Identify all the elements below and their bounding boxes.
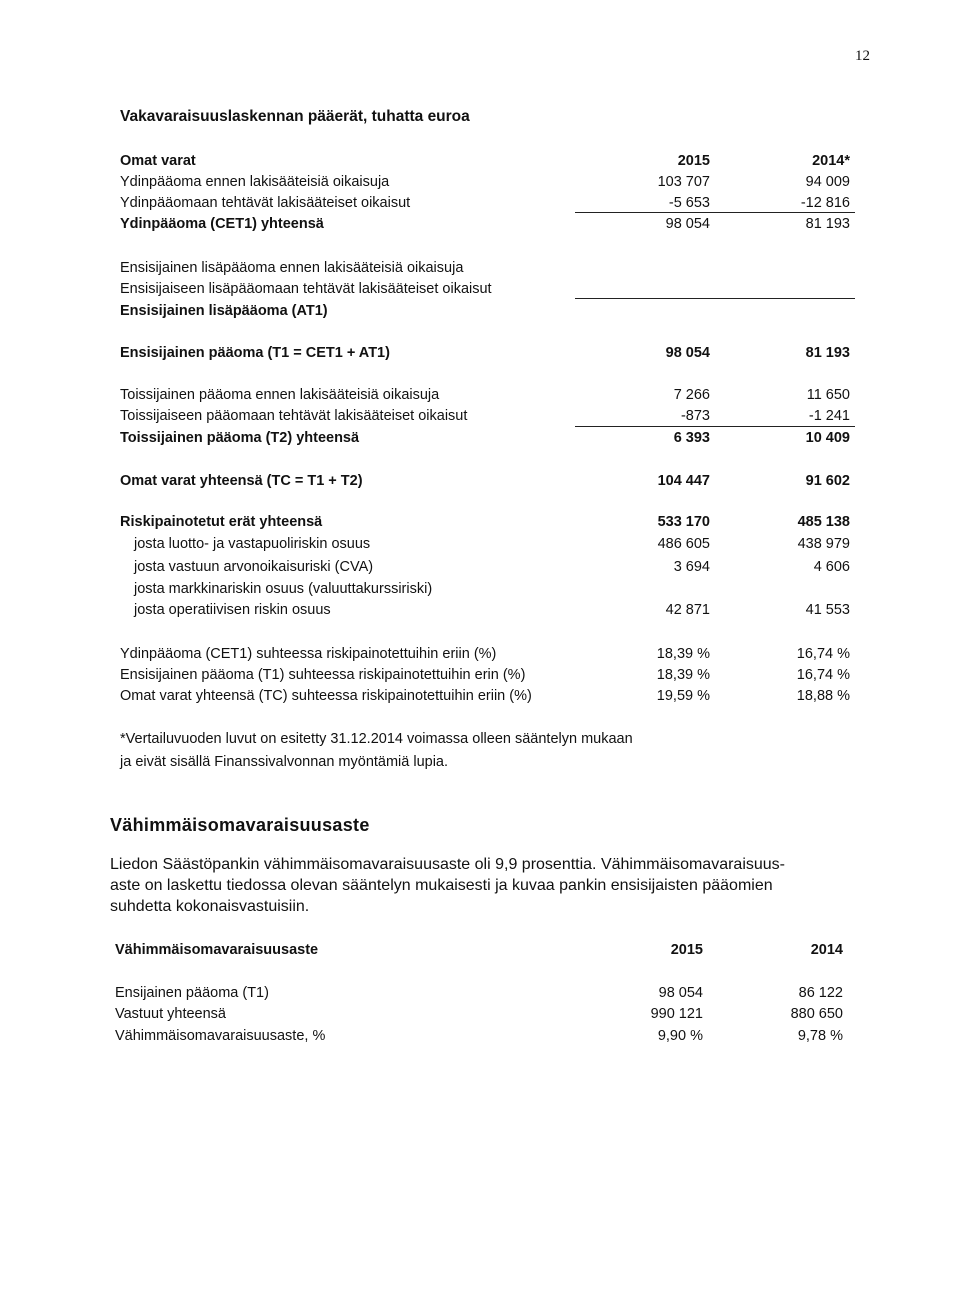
row-label: josta luotto- ja vastapuoliriskin osuus <box>134 536 371 552</box>
table1-header-col1: 2015 <box>677 153 710 169</box>
table-row <box>0 579 960 599</box>
row-value-2014: 41 553 <box>805 602 850 618</box>
row-value-2015: 990 121 <box>650 1006 703 1022</box>
table-row <box>0 172 960 192</box>
row-label: Omat varat yhteensä (TC) suhteessa riskipainotettuihin eriin (%) <box>120 688 532 704</box>
subtotal-rule <box>575 212 855 213</box>
row-label: Toissijainen pääoma (T2) yhteensä <box>120 430 360 446</box>
row-value-2015: 18,39 % <box>656 646 710 662</box>
row-value-2015: 98 054 <box>665 216 710 232</box>
row-value-2015: 103 707 <box>657 174 710 190</box>
row-label: Ensisijaiseen lisäpääomaan tehtävät lakisääteiset oikaisut <box>120 281 492 297</box>
row-value-2014: 18,88 % <box>796 688 850 704</box>
row-label: Omat varat yhteensä (TC = T1 + T2) <box>120 473 363 489</box>
table-row <box>0 471 960 491</box>
row-value-2015: -5 653 <box>668 195 710 211</box>
row-label: Ydinpääoma ennen lakisääteisiä oikaisuja <box>120 174 390 190</box>
row-value-2015: -873 <box>680 408 710 424</box>
row-label: Ensisijainen lisäpääoma ennen lakisääteisiä oikaisuja <box>120 260 464 276</box>
row-value-2014: 16,74 % <box>796 646 850 662</box>
table-row <box>0 686 960 706</box>
row-label: Toissijaiseen pääomaan tehtävät lakisääteiset oikaisut <box>120 408 468 424</box>
row-value-2014: 9,78 % <box>797 1028 843 1044</box>
row-value-2014: 10 409 <box>805 430 850 446</box>
table-row <box>0 214 960 234</box>
row-value-2015: 3 694 <box>673 559 710 575</box>
row-label: Ensisijainen pääoma (T1 = CET1 + AT1) <box>120 345 390 361</box>
table-row <box>0 557 960 577</box>
row-value-2015: 6 393 <box>673 430 710 446</box>
row-value-2015: 486 605 <box>657 536 710 552</box>
table-row <box>0 406 960 426</box>
page-number: 12 <box>855 48 870 64</box>
table-row <box>0 534 960 554</box>
row-value-2015: 533 170 <box>657 514 710 530</box>
row-label: Toissijainen pääoma ennen lakisääteisiä oikaisuja <box>120 387 440 403</box>
row-value-2015: 98 054 <box>665 345 710 361</box>
row-value-2014: 94 009 <box>805 174 850 190</box>
table1-header <box>0 151 960 171</box>
row-label: josta vastuun arvonoikaisuriski (CVA) <box>134 559 374 575</box>
row-value-2014: 91 602 <box>805 473 850 489</box>
table-row <box>0 1025 960 1047</box>
paragraph-line: aste on laskettu tiedossa olevan sääntelyn mukaisesti ja kuvaa pankin ensisijaisten pääomien <box>110 877 773 894</box>
table2-header-col1: 2015 <box>670 942 703 958</box>
row-value-2014: -1 241 <box>808 408 850 424</box>
table-row <box>0 193 960 213</box>
table-row <box>0 258 960 278</box>
paragraph-line: suhdetta kokonaisvastuisiin. <box>110 898 310 915</box>
table1-header-col2: 2014* <box>812 153 850 169</box>
row-value-2014: 81 193 <box>805 216 850 232</box>
page-heading: Vakavaraisuuslaskennan pääerät, tuhatta euroa <box>120 108 470 125</box>
section-title: Vähimmäisomavaraisuusaste <box>110 815 370 835</box>
table-row <box>0 982 960 1004</box>
row-label: Ensijainen pääoma (T1) <box>115 985 269 1001</box>
table-row <box>0 644 960 664</box>
row-label: josta operatiivisen riskin osuus <box>134 602 331 618</box>
row-value-2014: 86 122 <box>798 985 843 1001</box>
row-label: Riskipainotetut erät yhteensä <box>120 514 323 530</box>
row-label: Ydinpääoma (CET1) yhteensä <box>120 216 324 232</box>
table-row <box>0 665 960 685</box>
row-value-2015: 42 871 <box>665 602 710 618</box>
subtotal-rule <box>575 298 855 299</box>
row-value-2015: 98 054 <box>658 985 703 1001</box>
row-value-2014: 16,74 % <box>796 667 850 683</box>
row-label: Vastuut yhteensä <box>115 1006 226 1022</box>
footnote-line: *Vertailuvuoden luvut on esitetty 31.12.2014 voimassa olleen sääntelyn mukaan <box>120 731 633 747</box>
row-value-2015: 104 447 <box>657 473 710 489</box>
row-label: Ensisijainen pääoma (T1) suhteessa riskipainotettuihin erin (%) <box>120 667 526 683</box>
row-label: Ydinpääomaan tehtävät lakisääteiset oikaisut <box>120 195 411 211</box>
table2-header-col2: 2014 <box>810 942 843 958</box>
row-label: Ydinpääoma (CET1) suhteessa riskipainotettuihin eriin (%) <box>120 646 497 662</box>
footnote <box>120 728 740 774</box>
row-value-2015: 9,90 % <box>657 1028 703 1044</box>
table-row <box>0 512 960 532</box>
table2-header <box>0 939 960 961</box>
row-value-2014: -12 816 <box>800 195 850 211</box>
body-paragraph <box>110 854 850 917</box>
row-value-2014: 485 138 <box>797 514 850 530</box>
row-value-2014: 4 606 <box>813 559 850 575</box>
table-row <box>0 600 960 620</box>
row-value-2014: 438 979 <box>797 536 850 552</box>
row-value-2014: 11 650 <box>806 387 850 403</box>
row-label: Vähimmäisomavaraisuusaste, % <box>115 1028 326 1044</box>
row-value-2014: 880 650 <box>790 1006 843 1022</box>
table-row <box>0 301 960 321</box>
row-value-2015: 19,59 % <box>656 688 710 704</box>
table-row <box>0 1003 960 1025</box>
paragraph-line: Liedon Säästöpankin vähimmäisomavaraisuusaste oli 9,9 prosenttia. Vähimmäisomavaraisuus- <box>110 856 786 873</box>
footnote-line: ja eivät sisällä Finanssivalvonnan myöntämiä lupia. <box>120 754 449 770</box>
table-row <box>0 428 960 448</box>
row-label: josta markkinariskin osuus (valuuttakurssiriski) <box>134 581 433 597</box>
table2-header-label: Vähimmäisomavaraisuusaste <box>115 942 319 958</box>
table1-header-label: Omat varat <box>120 153 196 169</box>
subtotal-rule <box>575 426 855 427</box>
row-value-2015: 18,39 % <box>656 667 710 683</box>
row-value-2014: 81 193 <box>805 345 850 361</box>
table-row <box>0 385 960 405</box>
row-value-2015: 7 266 <box>673 387 710 403</box>
row-label: Ensisijainen lisäpääoma (AT1) <box>120 303 328 319</box>
table-row <box>0 343 960 363</box>
table-row <box>0 279 960 299</box>
